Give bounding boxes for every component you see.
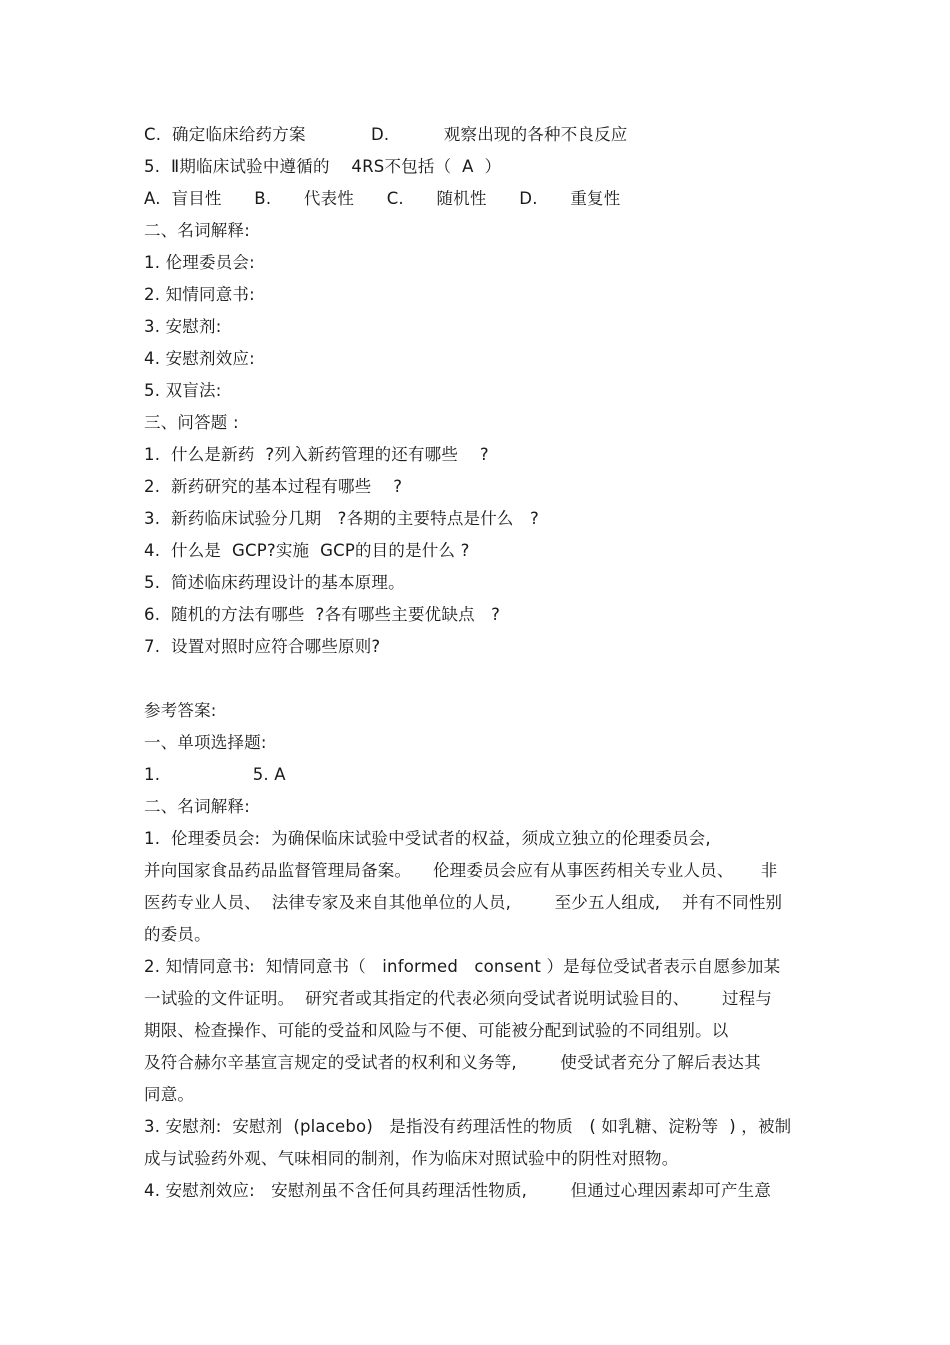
text-line: 一试验的文件证明。 研究者或其指定的代表必须向受试者说明试验目的、 过程与 [144, 989, 773, 1008]
text-line: 1. 5. A [144, 765, 286, 784]
text-line: 5. 双盲法: [144, 381, 222, 400]
text-line: 期限、检查操作、可能的受益和风险与不便、可能被分配到试验的不同组别。以 [144, 1021, 729, 1040]
text-line: 同意。 [144, 1085, 195, 1104]
text-line: 并向国家食品药品监督管理局备案。 伦理委员会应有从事医药相关专业人员、 非 [144, 861, 778, 880]
text-line: 及符合赫尔辛基宣言规定的受试者的权利和义务等, 使受试者充分了解后表达其 [144, 1053, 761, 1072]
text-line: 的委员。 [144, 925, 211, 944]
text-line: 1. 伦理委员会: 为确保临床试验中受试者的权益，须成立独立的伦理委员会, [144, 829, 711, 848]
text-line: 3. 安慰剂: [144, 317, 222, 336]
text-line: 4. 安慰剂效应: [144, 349, 255, 368]
text-line: 2. 知情同意书: 知情同意书（ informed consent ）是每位受试者表示自愿参加某 [144, 957, 781, 976]
text-line: 7. 设置对照时应符合哪些原则? [144, 637, 381, 656]
text-line: C. 确定临床给药方案 D. 观察出现的各种不良反应 [144, 125, 628, 144]
section-heading: 参考答案: [144, 701, 217, 720]
text-line: 医药专业人员、 法律专家及来自其他单位的人员, 至少五人组成, 并有不同性别 [144, 893, 783, 912]
text-line: 4. 安慰剂效应: 安慰剂虽不含任何具药理活性物质, 但通过心理因素却可产生意 [144, 1181, 772, 1200]
text-line: 2. 知情同意书: [144, 285, 255, 304]
section-heading: 二、名词解释: [144, 221, 250, 240]
text-line: A. 盲目性 B. 代表性 C. 随机性 D. 重复性 [144, 189, 621, 208]
text-line: 1. 什么是新药 ?列入新药管理的还有哪些 ? [144, 445, 489, 464]
section-heading: 二、名词解释: [144, 797, 250, 816]
text-line: 6. 随机的方法有哪些 ?各有哪些主要优缺点 ? [144, 605, 501, 624]
text-line: 成与试验药外观、气味相同的制剂，作为临床对照试验中的阴性对照物。 [144, 1149, 679, 1168]
text-line: 4. 什么是 GCP?实施 GCP的目的是什么 ? [144, 541, 470, 560]
section-heading: 一、单项选择题: [144, 733, 267, 752]
text-line: 5. 简述临床药理设计的基本原理。 [144, 573, 405, 592]
text-line: 3. 安慰剂: 安慰剂 (placebo) 是指没有药理活性的物质 ( 如乳糖、淀粉等 ) ，被制 [144, 1117, 792, 1136]
text-line: 1. 伦理委员会: [144, 253, 255, 272]
text-line: 5. Ⅱ期临床试验中遵循的 4RS不包括（ A ） [144, 157, 502, 176]
text-line: 3. 新药临床试验分几期 ?各期的主要特点是什么 ? [144, 509, 539, 528]
section-heading: 三、问答题 : [144, 413, 239, 432]
text-line: 2. 新药研究的基本过程有哪些 ? [144, 477, 403, 496]
